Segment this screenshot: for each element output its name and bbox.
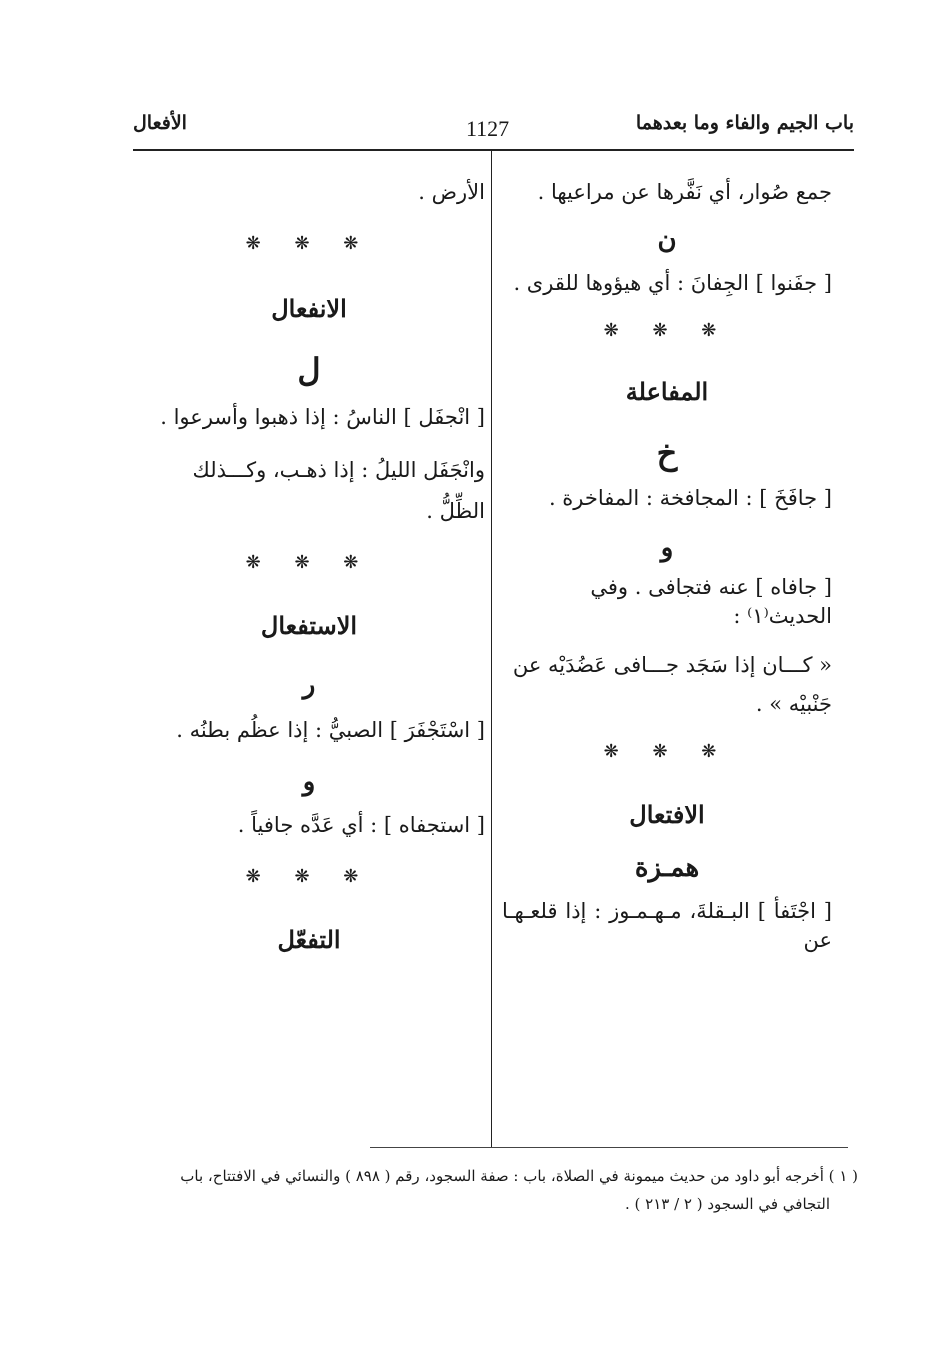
page-number: 1127 [466,116,510,141]
section-heading: الافتعال [629,800,705,829]
root-letter: و [302,767,316,797]
footnote-line: التجافي في السجود ( ٢ / ٢١٣ ) . [624,1195,830,1213]
section-heading: الاستفعال [260,611,358,640]
entry-line: [ استجفاه ] : أي عَدَّه جافياً . [237,813,485,837]
section-separator: ❋ ❋ ❋ [245,552,373,573]
footnote [133,1162,858,1218]
column-divider [491,151,492,1147]
footnote-rule [370,1147,848,1148]
root-letter: ن [657,225,677,255]
entry-line: [ جفَنوا ] الجِفانَ : أي هيؤوها للقرى . [513,271,832,295]
entry-line: الأرض . [418,180,485,204]
entry-line: جمع صُوار، أي نَفَّرها عن مراعيها . [537,180,832,204]
section-separator: ❋ ❋ ❋ [245,233,373,254]
entry-line: « كـــان إذا سَجَد جـــافى عَضُدَيْه عن [512,653,832,677]
section-separator: ❋ ❋ ❋ [603,320,731,341]
footnote-line: ( ١ ) أخرجه أبو داود من حديث ميمونة في الصلاة، باب : صفة السجود، رقم ( ٨٩٨ ) والنسائي في الافتتاح، باب [180,1167,858,1185]
entry-line: [ اسْتَجْفَرَ ] الصبيُّ : إذا عظُم بطنُه . [176,718,485,742]
root-letter: و [660,533,674,563]
entry-line: الظِّلُّ . [426,499,485,523]
entry-line: [ اجْتَفأ ] البـقلةَ، مـهـمـوز : إذا قلعـهـا عن [502,899,832,952]
entry-line: [ جافَخَ ] : المجافخة : المفاخرة . [548,486,832,510]
entry-line: [ انْجفَل ] الناسُ : إذا ذهبوا وأسرعوا . [160,405,485,429]
root-letter: ل [297,351,321,389]
section-title: الأفعال [133,112,187,134]
section-separator: ❋ ❋ ❋ [603,741,731,762]
header-rule [133,149,854,151]
chapter-title: باب الجيم والفاء وما بعدهما [635,112,854,134]
root-letter: ر [302,670,316,700]
entry-line: جَنْبيْه » . [755,692,832,716]
section-heading: التفعّل [277,925,341,954]
right-column [502,170,832,955]
entry-line: [ جافاه ] عنه فتجافى . وفي الحديث⁽١⁾ : [590,575,832,628]
section-heading: المفاعلة [625,377,709,406]
root-letter: همـزة [634,853,700,883]
section-heading: الانفعال [271,294,347,323]
entry-line: وانْجَفَل الليلُ : إذا ذهـب، وكـــذلك [192,458,485,482]
root-letter: خ [656,434,678,472]
section-separator: ❋ ❋ ❋ [245,866,373,887]
left-column [133,170,485,954]
